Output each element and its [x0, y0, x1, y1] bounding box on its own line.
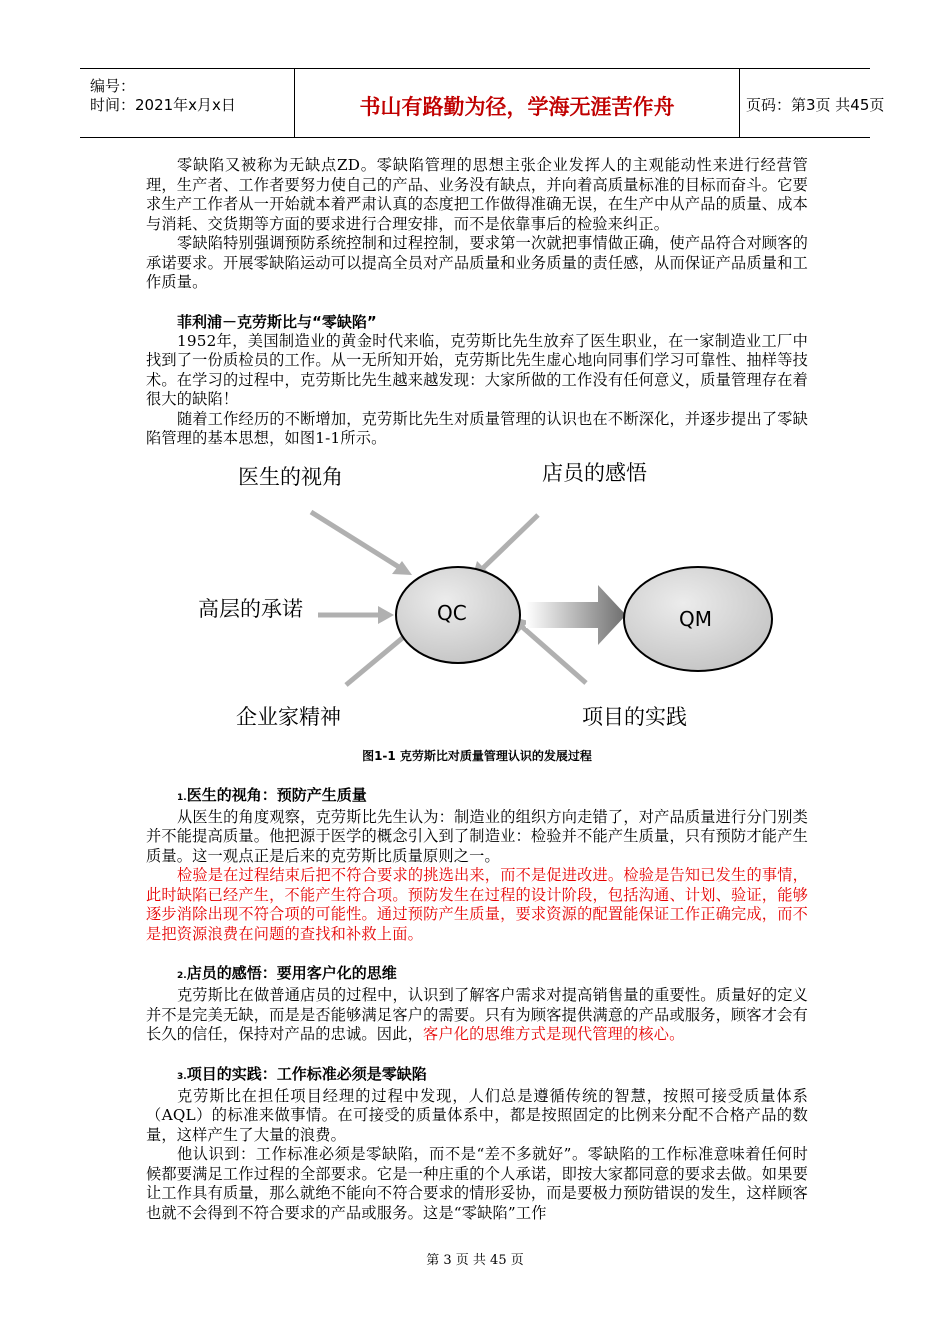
intro-paragraph-1: 零缺陷又被称为无缺点ZD。零缺陷管理的思想主张企业发挥人的主观能动性来进行经营管理，生产者、工作者要努力使自己的产品、业务没有缺点，并向着高质量标准的目标而奋斗。它要求生产工作者从一开始就本着严肃认真的态度把工作做得准确无误，在生产中从产品的质量、成本与消耗、交货期等方面的要求进行合理安排，而不是依靠事后的检验来纠正。: [146, 156, 808, 233]
section-2-paragraph-1: [146, 986, 808, 1045]
label-top: 高层的承诺: [198, 596, 303, 621]
header-motto-cell: [294, 69, 740, 137]
section-2-title: 店员的感悟：要用客户化的思维: [186, 964, 397, 982]
motto: 书山有路勤为径，学海无涯苦作舟: [359, 95, 675, 119]
arrow-top-head: [378, 606, 394, 624]
qc-label: QC: [437, 600, 467, 625]
intro-paragraph-2: 零缺陷特别强调预防系统控制和过程控制，要求第一次就把事情做正确，使产品符合对顾客的承诺要求。开展零缺陷运动可以提高全员对产品质量和业务质量的责任感，从而保证产品质量和工作质量。: [146, 234, 808, 291]
time-label: 时间：2021年x月x日: [90, 96, 236, 114]
qm-label: QM: [679, 606, 712, 631]
section-1-heading: [146, 785, 808, 808]
section-2-highlight: 客户化的思维方式是现代管理的核心。: [422, 1025, 685, 1043]
crosby-paragraph-2: 随着工作经历的不断增加，克劳斯比先生对质量管理的认识也在不断深化，并逐步提出了零缺陷管理的基本思想，如图1-1所示。: [146, 409, 808, 447]
header-page-cell: [738, 69, 885, 137]
section-3-paragraph-1: 克劳斯比在担任项目经理的过程中发现，人们总是遵循传统的智慧，按照可接受质量体系（AQL）的标准来做事情。在可接受的质量体系中，都是按照固定的比例来分配不合格产品的数量，这样产生了大量的浪费。: [146, 1086, 808, 1144]
section-2-number: 2.: [177, 971, 187, 981]
figure-caption: 图1-1 克劳斯比对质量管理认识的发展过程: [362, 748, 592, 763]
section-1-paragraph-1: 从医生的角度观察，克劳斯比先生认为：制造业的组织方向走错了，对产品质量进行分门别类并不能提高质量。他把源于医学的概念引入到了制造业：检验并不能产生质量，只有预防才能产生质量。这一观点正是后来的克劳斯比质量原则之一。: [146, 807, 808, 865]
page-footer: 第 3 页 共 45 页: [426, 1253, 524, 1268]
label-project: 项目的实践: [582, 704, 687, 729]
number-label: 编号：: [90, 77, 136, 95]
section-1-paragraph-2: 检验是在过程结束后把不符合要求的挑选出来，而不是促进改进。检验是告知已发生的事情，此时缺陷已经产生，不能产生符合项。预防发生在过程的设计阶段，包括沟通、计划、验证，能够逐步消除出现不符合项的可能性。通过预防产生质量，要求资源的配置能保证工作正确完成，而不是把资源浪费在问题的查找和补救上面。: [146, 866, 808, 943]
document-body: [146, 156, 808, 1223]
arrow-project: [520, 625, 586, 683]
header-meta: [80, 69, 294, 137]
label-spirit: 企业家精神: [236, 704, 341, 729]
section-2-heading: [146, 963, 808, 986]
section-3-title: 项目的实践：工作标准必须是零缺陷: [186, 1064, 427, 1083]
section-1-number: 1.: [177, 792, 187, 803]
figure-1-1: [146, 457, 808, 745]
section-heading-crosby: 菲利浦－克劳斯比与“零缺陷”: [177, 312, 377, 331]
page-label: 页码：第3页 共45页: [746, 96, 885, 114]
label-clerk: 店员的感悟: [542, 460, 647, 485]
section-1-title: 医生的视角：预防产生质量: [186, 785, 367, 804]
crosby-paragraph-1: 1952年，美国制造业的黄金时代来临，克劳斯比先生放弃了医生职业，在一家制造业工厂中找到了一份质检员的工作。从一无所知开始，克劳斯比先生虚心地向同事们学习可靠性、抽样等技术。在学习的过程中，克劳斯比先生越来越发现：大家所做的工作没有任何意义，质量管理存在着很大的缺陷！: [146, 331, 808, 408]
page-header: [80, 68, 885, 138]
big-arrow: [526, 585, 626, 645]
section-2-text: 克劳斯比在做普通店员的过程中，认识到了解客户需求对提高销售量的重要性。质量好的定义并不是完美无缺，而是是否能够满足客户的需要。只有为顾客提供满意的产品或服务，顾客才会有长久的信任，保持对产品的忠诚。因此，: [146, 986, 808, 1043]
arrow-doctor: [311, 512, 402, 569]
section-3-heading: [146, 1064, 808, 1087]
section-3-number: 3.: [177, 1071, 187, 1082]
section-3-paragraph-2: 他认识到：工作标准必须是零缺陷，而不是“差不多就好”。零缺陷的工作标准意味着任何时候都要满足工作过程的全部要求。它是一种庄重的个人承诺，即按大家都同意的要求去做。如果要让工作具有质量，那么就绝不能向不符合要求的情形妥协，而是要极力预防错误的发生，这样顾客也就不会得到不符合要求的产品或服务。这是“零缺陷”工作: [146, 1145, 808, 1222]
arrow-clerk: [481, 515, 538, 570]
label-doctor: 医生的视角: [238, 464, 343, 489]
